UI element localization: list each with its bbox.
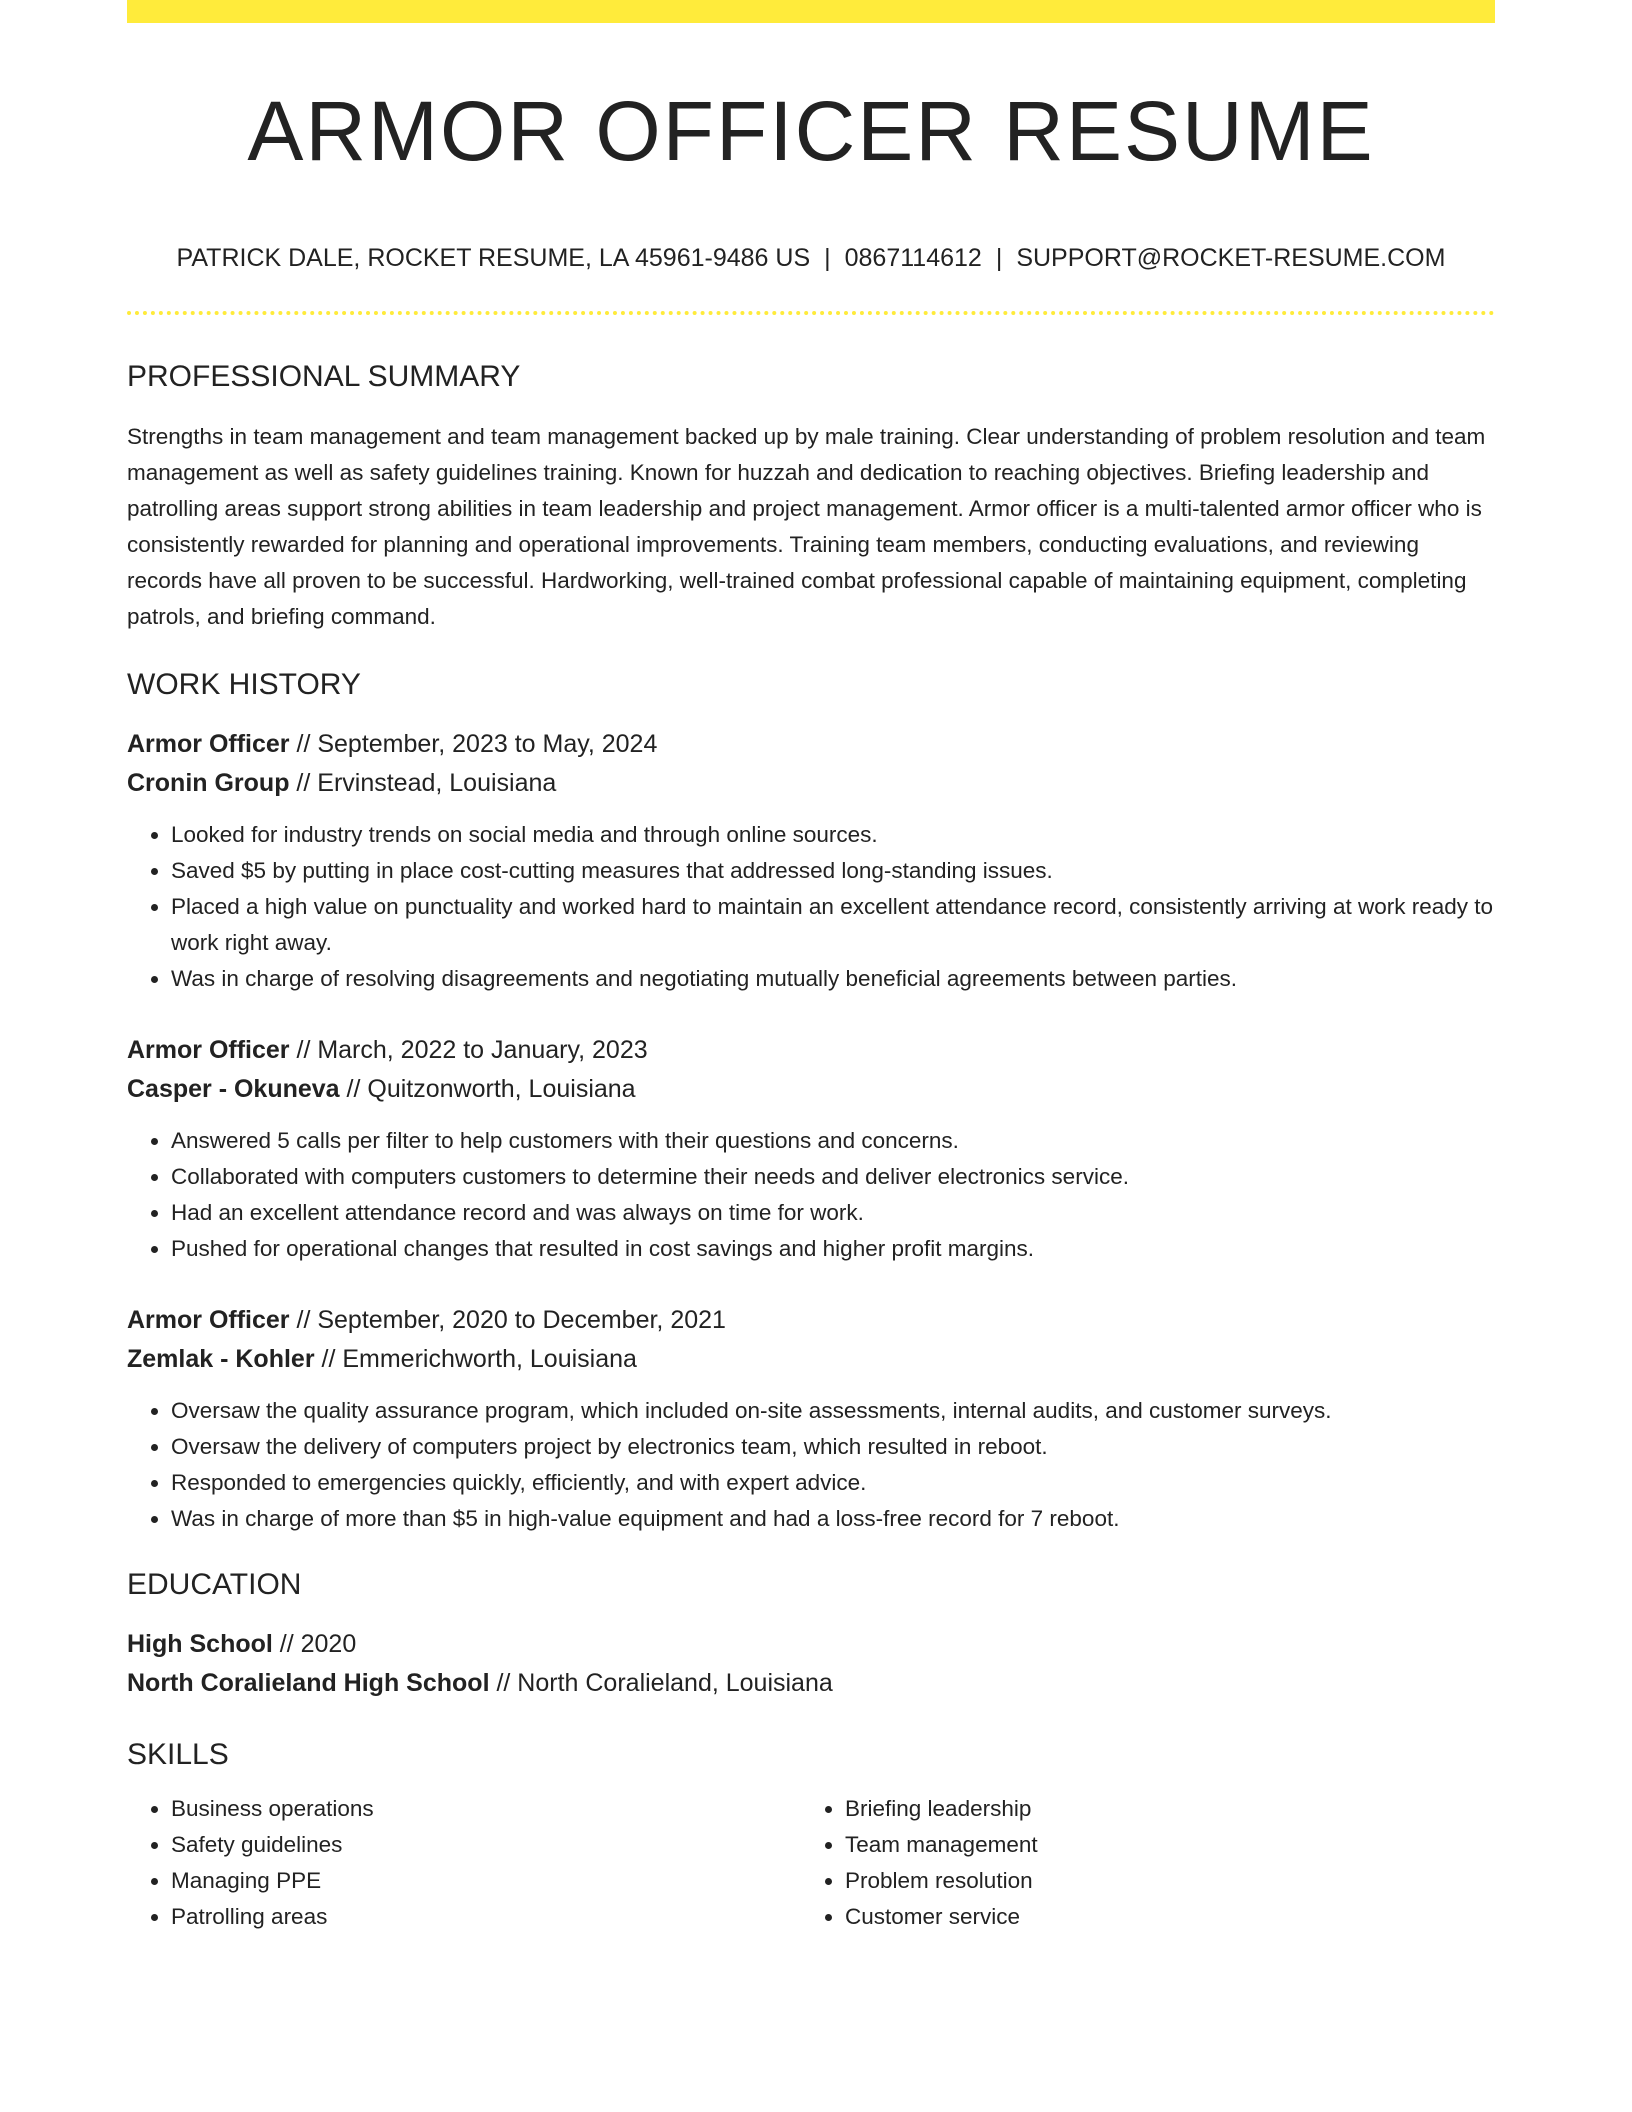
skill-item: • Customer service	[845, 1899, 1475, 1935]
job-dates: // September, 2020 to December, 2021	[289, 1306, 726, 1335]
job-company: Cronin Group	[127, 769, 290, 798]
job-dates: // September, 2023 to May, 2024	[289, 730, 658, 759]
education-year: // 2020	[272, 1630, 357, 1659]
job-bullet: • Collaborated with computers customers to determine their needs and deliver electronics service.	[171, 1159, 1495, 1195]
job-bullet: • Had an excellent attendance record and was always on time for work.	[171, 1195, 1495, 1231]
job-bullet: • Was in charge of resolving disagreements and negotiating mutually beneficial agreements between parties.	[171, 961, 1495, 997]
job-company: Casper - Okuneva	[127, 1075, 340, 1104]
job-bullet: • Answered 5 calls per filter to help customers with their questions and concerns.	[171, 1123, 1495, 1159]
contact-separator: |	[995, 244, 1003, 273]
summary-heading: PROFESSIONAL SUMMARY	[127, 360, 521, 394]
job-bullet: • Placed a high value on punctuality and worked hard to maintain an excellent attendance record, consistently arriving at work ready to work right away.	[171, 889, 1495, 961]
job-title: Armor Officer	[127, 1306, 290, 1335]
job-title-line	[127, 1031, 1495, 1070]
skill-item: • Patrolling areas	[171, 1899, 801, 1935]
job-title: Armor Officer	[127, 730, 290, 759]
job-bullets	[127, 1393, 1495, 1537]
job-title: Armor Officer	[127, 1036, 290, 1065]
job-entry	[127, 1301, 1495, 1537]
job-bullet: • Responded to emergencies quickly, efficiently, and with expert advice.	[171, 1465, 1495, 1501]
job-company-line	[127, 1340, 1495, 1379]
skills-column-right	[801, 1791, 1475, 1935]
education-degree-line	[127, 1625, 1495, 1664]
summary-text: Strengths in team management and team management backed up by male training. Clear understanding of problem resolution and team management as well as safety guidelines training. Known for huzzah and dedication to reaching objectives. Briefing leadership and patrolling areas support strong abilities in team leadership and project management. Armor officer is a multi-talented armor officer who is consistently rewarded for planning and operational improvements. Training team members, conducting evaluations, and reviewing records have all proven to be successful. Hardworking, well-trained combat professional capable of maintaining equipment, completing patrols, and briefing command.	[127, 424, 1486, 630]
job-company: Zemlak - Kohler	[127, 1345, 315, 1374]
job-title-line	[127, 725, 1495, 764]
education-school-line	[127, 1664, 1495, 1703]
job-bullet: • Looked for industry trends on social media and through online sources.	[171, 817, 1495, 853]
job-entry	[127, 1031, 1495, 1267]
job-bullet: • Oversaw the quality assurance program, which included on-site assessments, internal audits, and customer surveys.	[171, 1393, 1495, 1429]
job-bullet: • Saved $5 by putting in place cost-cutting measures that addressed long-standing issues.	[171, 853, 1495, 889]
skill-item: • Briefing leadership	[845, 1791, 1475, 1827]
skill-item: • Team management	[845, 1827, 1475, 1863]
job-title-line	[127, 1301, 1495, 1340]
contact-line	[127, 243, 1495, 273]
contact-address: PATRICK DALE, ROCKET RESUME, LA 45961-9486 US	[176, 244, 811, 273]
skills-column-left	[127, 1791, 801, 1935]
job-company-line	[127, 764, 1495, 803]
contact-phone: 0867114612	[844, 244, 982, 273]
education-degree: High School	[127, 1630, 273, 1659]
job-dates: // March, 2022 to January, 2023	[289, 1036, 648, 1065]
skill-item: • Managing PPE	[171, 1863, 801, 1899]
contact-email: SUPPORT@ROCKET-RESUME.COM	[1016, 244, 1446, 273]
education-school: North Coralieland High School	[127, 1669, 490, 1698]
page-title: ARMOR OFFICER RESUME	[247, 84, 1375, 178]
job-location: // Quitzonworth, Louisiana	[339, 1075, 636, 1104]
job-bullet: • Oversaw the delivery of computers project by electronics team, which resulted in reboot.	[171, 1429, 1495, 1465]
resume-page	[127, 0, 1495, 1935]
skills-grid	[127, 1791, 1495, 1935]
dotted-divider	[127, 311, 1495, 315]
skill-item: • Safety guidelines	[171, 1827, 801, 1863]
top-accent-bar	[127, 0, 1495, 23]
skill-item: • Business operations	[171, 1791, 801, 1827]
job-entry	[127, 725, 1495, 997]
work-history-heading: WORK HISTORY	[127, 668, 361, 702]
education-entry	[127, 1625, 1495, 1703]
job-location: // Emmerichworth, Louisiana	[314, 1345, 637, 1374]
job-bullets	[127, 1123, 1495, 1267]
education-heading: EDUCATION	[127, 1568, 302, 1602]
job-location: // Ervinstead, Louisiana	[289, 769, 557, 798]
job-company-line	[127, 1070, 1495, 1109]
skill-item: • Problem resolution	[845, 1863, 1475, 1899]
skills-heading: SKILLS	[127, 1738, 229, 1772]
education-location: // North Coralieland, Louisiana	[489, 1669, 833, 1698]
job-bullets	[127, 817, 1495, 997]
job-bullet: • Pushed for operational changes that resulted in cost savings and higher profit margins.	[171, 1231, 1495, 1267]
contact-separator: |	[824, 244, 831, 273]
job-bullet: • Was in charge of more than $5 in high-value equipment and had a loss-free record for 7 reboot.	[171, 1501, 1495, 1537]
